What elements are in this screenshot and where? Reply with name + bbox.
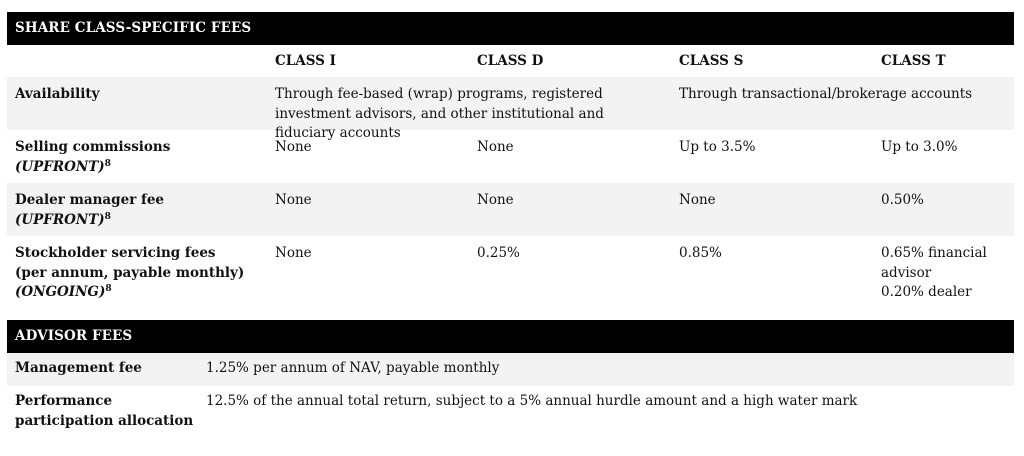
footnote-ref: 8 xyxy=(105,284,112,294)
selling-class-i: None xyxy=(275,139,312,155)
class-s-header: CLASS S xyxy=(679,53,744,69)
management-fee-row xyxy=(7,353,1014,386)
performance-allocation-label: Performance participation allocation xyxy=(15,393,194,429)
dealer-class-s: None xyxy=(679,192,716,208)
performance-allocation-value: 12.5% of the annual total return, subject to a 5% annual hurdle amount and a high water mark xyxy=(206,393,858,409)
servicing-class-i: None xyxy=(275,245,312,261)
availability-label: Availability xyxy=(15,86,100,102)
servicing-fees-row xyxy=(7,236,1014,310)
management-fee-value: 1.25% per annum of NAV, payable monthly xyxy=(206,360,500,376)
servicing-fees-label: Stockholder servicing fees (per annum, payable monthly) (ONGOING)$^8$ xyxy=(15,245,245,300)
selling-class-d: None xyxy=(477,139,514,155)
class-t-header: CLASS T xyxy=(881,53,946,69)
class-d-header: CLASS D xyxy=(477,53,544,69)
selling-class-s: Up to 3.5% xyxy=(679,139,756,155)
advisor-fees-header: ADVISOR FEES xyxy=(7,320,1014,353)
share-class-fees-header: SHARE CLASS-SPECIFIC FEES xyxy=(7,12,1014,45)
class-i-header: CLASS I xyxy=(275,53,336,69)
dealer-manager-fee-row xyxy=(7,183,1014,236)
servicing-class-d: 0.25% xyxy=(477,245,520,261)
dealer-manager-fee-label: Dealer manager fee (UPFRONT)$^8$ xyxy=(15,192,164,228)
footnote-ref: 8 xyxy=(104,211,111,222)
servicing-class-s: 0.85% xyxy=(679,245,722,261)
selling-commissions-label: Selling commissions (UPFRONT)$^8$ xyxy=(15,139,171,175)
fee-table xyxy=(7,12,1014,434)
class-header-spacer xyxy=(7,52,260,77)
section-gap xyxy=(7,310,1014,320)
management-fee-label: Management fee xyxy=(15,360,142,376)
dealer-manager-fee-type: (UPFRONT) xyxy=(15,211,105,228)
servicing-class-t: 0.65% financial advisor 0.20% dealer xyxy=(881,245,987,300)
selling-commissions-row xyxy=(7,130,1014,183)
availability-row xyxy=(7,77,1014,141)
selling-commissions-type: (UPFRONT) xyxy=(15,158,105,175)
selling-class-t: Up to 3.0% xyxy=(881,139,958,155)
class-header-row xyxy=(7,45,1014,77)
dealer-class-d: None xyxy=(477,192,514,208)
availability-class-i-d: Through fee-based (wrap) programs, registered investment advisors, and other institutional and fiduciary accounts xyxy=(275,86,604,141)
dealer-class-t: 0.50% xyxy=(881,192,924,208)
footnote-ref: 8 xyxy=(104,158,111,169)
servicing-fees-type: (ONGOING) xyxy=(15,284,106,300)
availability-class-s-t: Through transactional/brokerage accounts xyxy=(679,86,973,102)
dealer-class-i: None xyxy=(275,192,312,208)
performance-allocation-row xyxy=(7,386,1014,434)
